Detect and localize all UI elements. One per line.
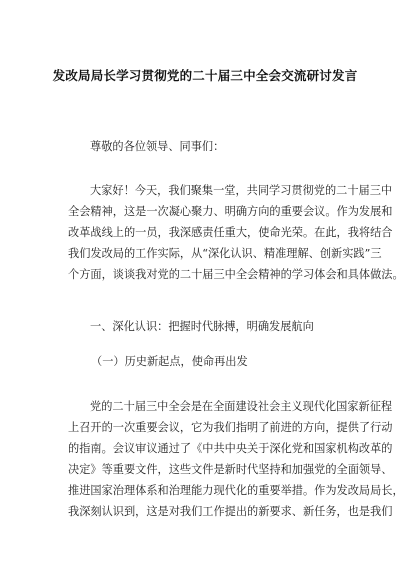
paragraph-line: 决定》等重要文件，这些文件是新时代坚持和加强党的全面领导、 bbox=[68, 463, 393, 476]
section-heading: 一、深化认识：把握时代脉搏，明确发展航向 bbox=[90, 320, 314, 333]
document-title: 发改局局长学习贯彻党的二十届三中全会交流研讨发言 bbox=[52, 68, 358, 83]
paragraph-line: 党的二十届三中全会是在全面建设社会主义现代化国家新征程 bbox=[90, 400, 393, 413]
paragraph-line: 推进国家治理体系和治理能力现代化的重要举措。作为发改局局长， bbox=[68, 484, 404, 497]
subsection-heading: （一）历史新起点，使命再出发 bbox=[91, 355, 248, 368]
paragraph-line: 的指南。会议审议通过了《中共中央关于深化党和国家机构改革的 bbox=[68, 442, 393, 455]
paragraph-line: 改革战线上的一员，我深感责任重大，使命光荣。在此，我将结合 bbox=[68, 226, 393, 239]
paragraph-line: 全会精神，这是一次凝心聚力、明确方向的重要会议。作为发展和 bbox=[68, 205, 393, 218]
paragraph-line: 大家好！今天，我们聚集一堂，共同学习贯彻党的二十届三中 bbox=[90, 184, 393, 197]
paragraph-line: 我深刻认识到，这是对我们工作提出的新要求、新任务，也是我们 bbox=[68, 505, 393, 518]
paragraph-line: 上召开的一次重要会议，它为我们指明了前进的方向，提供了行动 bbox=[68, 421, 393, 434]
paragraph-line: 个方面，谈谈我对党的二十届三中全会精神的学习体会和具体做法。 bbox=[68, 268, 404, 281]
greeting: 尊敬的各位领导、同事们： bbox=[90, 140, 225, 153]
paragraph-line: 我们发改局的工作实际，从“深化认识、精准理解、创新实践”三 bbox=[68, 247, 382, 260]
